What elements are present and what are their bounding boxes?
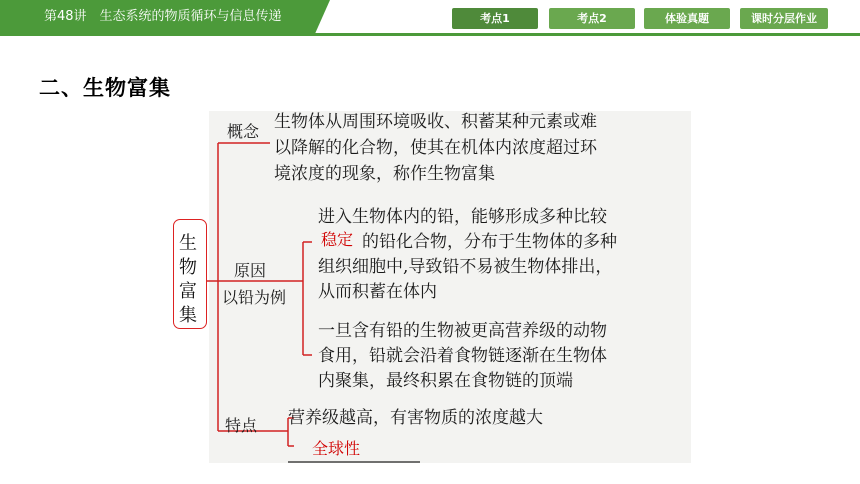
cause-label: 原因 [234, 261, 267, 280]
lecture-title: 第48讲 生态系统的物质循环与信息传递 [44, 9, 282, 24]
cause-point1-line-2: 的铅化合物，分布于生物体的多种 [362, 232, 617, 252]
concept-line-2: 以降解的化合物，使其在机体内浓度超过环 [274, 138, 597, 158]
cause-point2-line-1: 一旦含有铅的生物被更高营养级的动物 [318, 321, 607, 341]
cause-point2-line-2: 食用，铅就会沿着食物链逐渐在生物体 [318, 346, 607, 366]
fill-answer-global: 全球性 [312, 439, 361, 458]
tab-kaodian-1[interactable]: 考点1 [452, 8, 538, 29]
section-heading: 二、生物富集 [39, 76, 171, 100]
cause-point1-line-1: 进入生物体内的铅，能够形成多种比较 [318, 207, 607, 227]
cause-sublabel: 以铅为例 [222, 288, 287, 307]
root-char-1: 生 [179, 233, 197, 254]
cause-point1-line-4: 从而积蓄在体内 [318, 282, 437, 302]
root-char-4: 集 [179, 305, 197, 326]
root-char-2: 物 [179, 257, 197, 278]
tab-real-exam[interactable]: 体验真题 [644, 8, 730, 29]
concept-line-1: 生物体从周围环境吸收、积蓄某种元素或难 [274, 112, 597, 132]
fill-answer-stable: 稳定 [321, 230, 354, 249]
cause-point1-line-3: 组织细胞中,导致铅不易被生物体排出， [318, 257, 613, 277]
feature-line-1: 营养级越高，有害物质的浓度越大 [288, 408, 543, 428]
root-char-3: 富 [179, 281, 197, 302]
tab-homework[interactable]: 课时分层作业 [740, 8, 828, 29]
tab-kaodian-2[interactable]: 考点2 [549, 8, 635, 29]
concept-line-3: 境浓度的现象，称作生物富集 [274, 164, 495, 184]
cause-point2-line-3: 内聚集，最终积累在食物链的顶端 [318, 371, 573, 391]
concept-label: 概念 [227, 122, 260, 141]
feature-label: 特点 [225, 416, 258, 435]
